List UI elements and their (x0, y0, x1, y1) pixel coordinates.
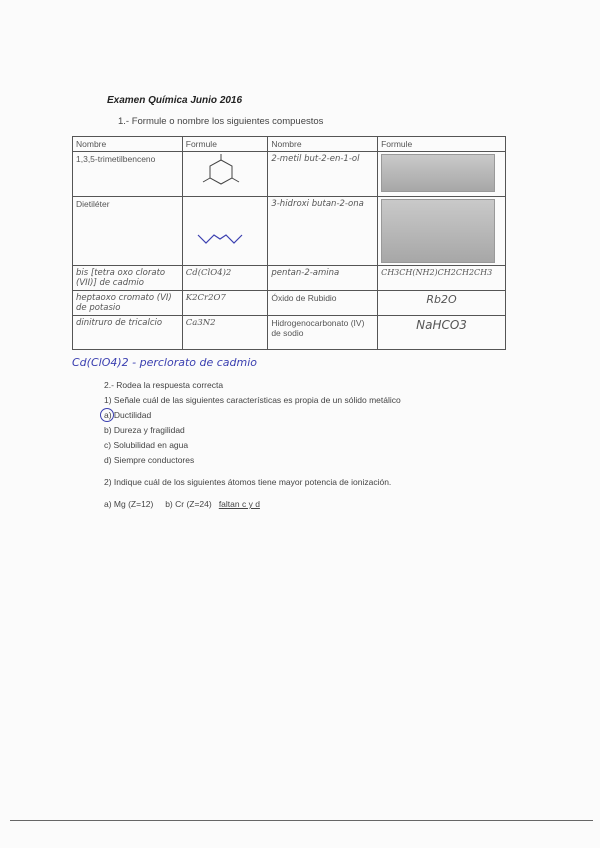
option-b: b) Dureza y fragilidad (104, 425, 185, 435)
option-a: a) Ductilidad (104, 410, 152, 420)
cell-name: Óxido de Rubidio (268, 291, 378, 316)
cell-structure (182, 197, 268, 266)
cell-formula-handwritten: Rb2O (378, 291, 506, 316)
table-row (73, 197, 506, 266)
cell-name-handwritten: pentan-2-amina (268, 266, 378, 291)
header-formule-2: Formule (378, 137, 506, 152)
question-1-title: 1.- Formule o nombre los siguientes compuestos (118, 116, 324, 127)
option-c: c) Solubilidad en agua (104, 440, 189, 450)
cell-name-handwritten: 2-metil but-2-en-1-ol (268, 152, 378, 197)
cell-structure (182, 152, 268, 197)
diethylether-structure-icon (186, 199, 256, 257)
table-row (73, 266, 506, 291)
header-nombre-1: Nombre (73, 137, 183, 152)
trimethylbenzene-structure-icon (186, 154, 256, 192)
header-formule-1: Formule (182, 137, 268, 152)
cell-name-handwritten: 3-hidroxi butan-2-ona (268, 197, 378, 266)
table-row (73, 316, 506, 350)
cell-name-handwritten: bis [tetra oxo clorato (VII)] de cadmio (73, 266, 183, 291)
bottom-divider (10, 820, 593, 821)
compounds-table (72, 136, 506, 350)
structure-photo (381, 154, 495, 192)
cell-name: 1,3,5-trimetilbenceno (73, 152, 183, 197)
answer-line: a) Mg (Z=12) b) Cr (Z=24) faltan c y d (104, 499, 260, 509)
cell-name: Hidrogenocarbonato (IV) de sodio (268, 316, 378, 350)
question-2-1: 1) Señale cuál de las siguientes características es propia de un sólido metálico (104, 395, 401, 405)
table-header-row (73, 137, 506, 152)
cell-formula: CH3CH(NH2)CH2CH2CH3 (378, 266, 506, 291)
cell-formula: K2Cr2O7 (182, 291, 268, 316)
header-nombre-2: Nombre (268, 137, 378, 152)
cell-formula: Ca3N2 (182, 316, 268, 350)
cell-formula-handwritten: NaHCO3 (378, 316, 506, 350)
cell-name: Dietiléter (73, 197, 183, 266)
cell-formula: Cd(ClO4)2 (182, 266, 268, 291)
exam-title: Examen Química Junio 2016 (107, 95, 243, 106)
structure-photo (381, 199, 495, 263)
handwritten-note: Cd(ClO4)2 - perclorato de cadmio (72, 356, 258, 369)
option-d: d) Siempre conductores (104, 455, 195, 465)
cell-name-handwritten: dinitruro de tricalcio (73, 316, 183, 350)
question-2-2: 2) Indique cuál de los siguientes átomos tiene mayor potencia de ionización. (104, 477, 392, 487)
question-2-title: 2.- Rodea la respuesta correcta (104, 380, 224, 390)
cell-photo (378, 197, 506, 266)
cell-photo (378, 152, 506, 197)
cell-name-handwritten: heptaoxo cromato (VI) de potasio (73, 291, 183, 316)
answer-circle (100, 408, 114, 422)
table-row (73, 291, 506, 316)
table-row (73, 152, 506, 197)
